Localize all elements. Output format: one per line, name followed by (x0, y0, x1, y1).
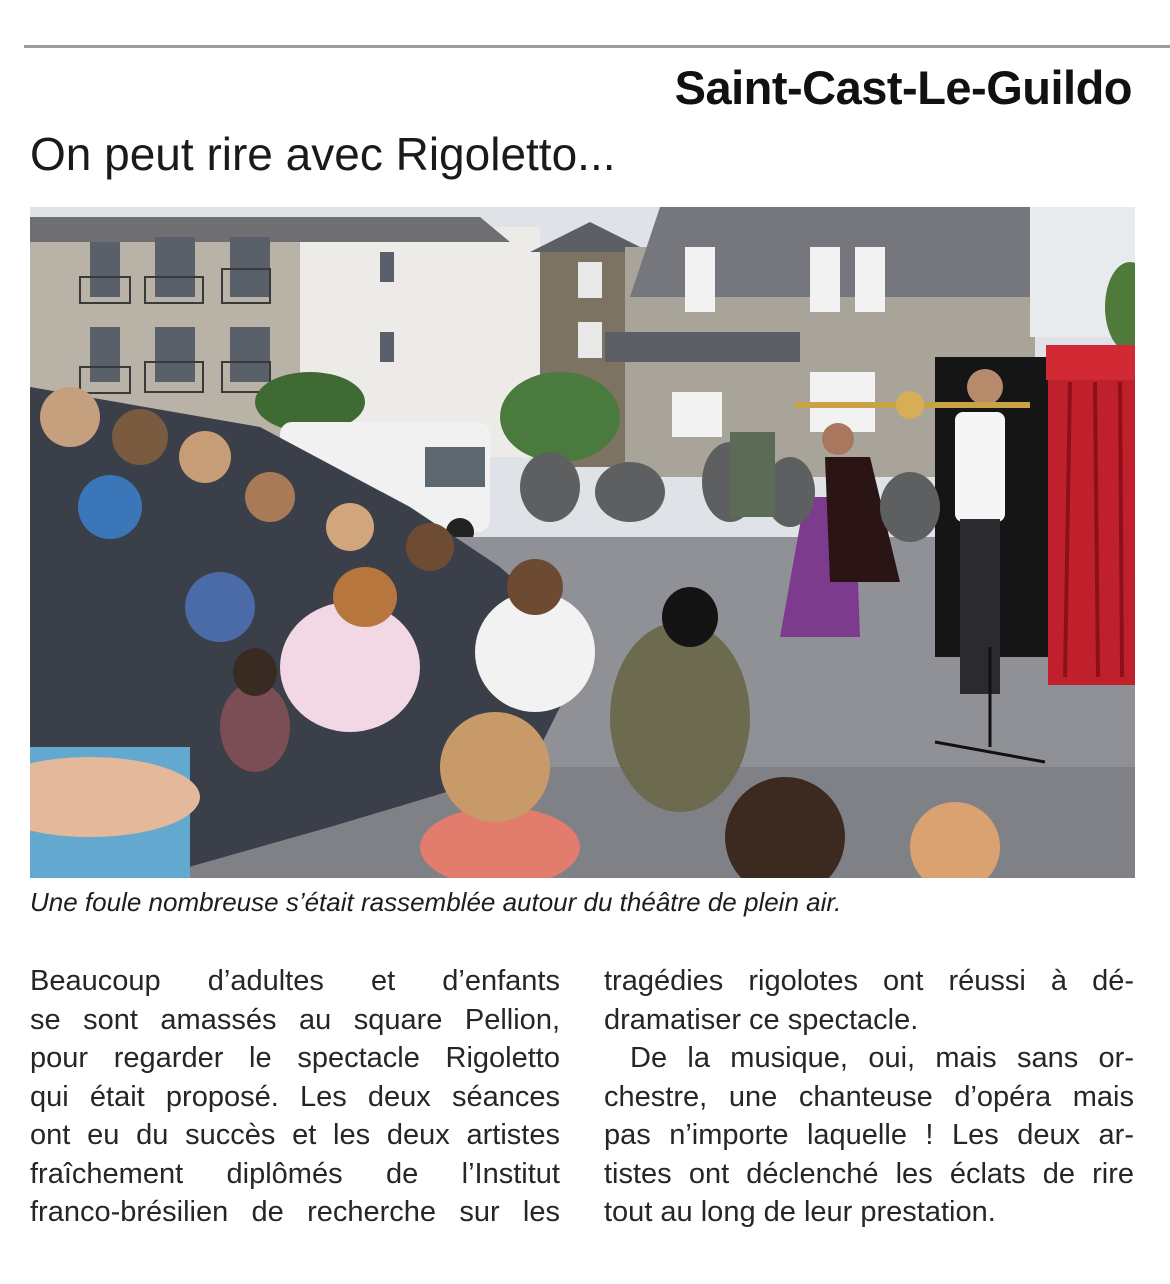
article-photo (30, 207, 1135, 878)
article-headline: On peut rire avec Rigoletto... (30, 128, 616, 180)
body-line: Beaucoup d’adultes et d’enfants (30, 965, 560, 997)
top-rule (24, 45, 1170, 48)
body-line: pour regarder le spectacle Rigoletto (30, 1042, 560, 1074)
body-line: tout au long de leur prestation. (604, 1196, 996, 1228)
body-line: qui était proposé. Les deux séances (30, 1080, 560, 1113)
body-line: De la musique, oui, mais sans or- (630, 1042, 1134, 1074)
body-line: ont eu du succès et les deux artistes (30, 1119, 560, 1151)
body-line: pas n’importe laquelle ! Les deux ar- (604, 1119, 1134, 1151)
photo-caption: Une foule nombreuse s’était rassemblée autour du théâtre de plein air. (30, 887, 842, 917)
body-line: se sont amassés au square Pellion, (30, 1003, 560, 1036)
section-location: Saint-Cast-Le-Guildo (674, 61, 1132, 114)
body-line: tistes ont déclenché les éclats de rire (604, 1157, 1134, 1190)
article-body-left-column (30, 962, 560, 1232)
body-line: dramatiser ce spectacle. (604, 1003, 919, 1036)
body-line: tragédies rigolotes ont réussi à dé- (604, 965, 1134, 997)
body-line: fraîchement diplômés de l’Institut (30, 1157, 560, 1190)
article-body-right-column (604, 962, 1134, 1232)
body-line: franco-brésilien de recherche sur les (30, 1196, 560, 1228)
body-line: chestre, une chanteuse d’opéra mais (604, 1080, 1134, 1113)
